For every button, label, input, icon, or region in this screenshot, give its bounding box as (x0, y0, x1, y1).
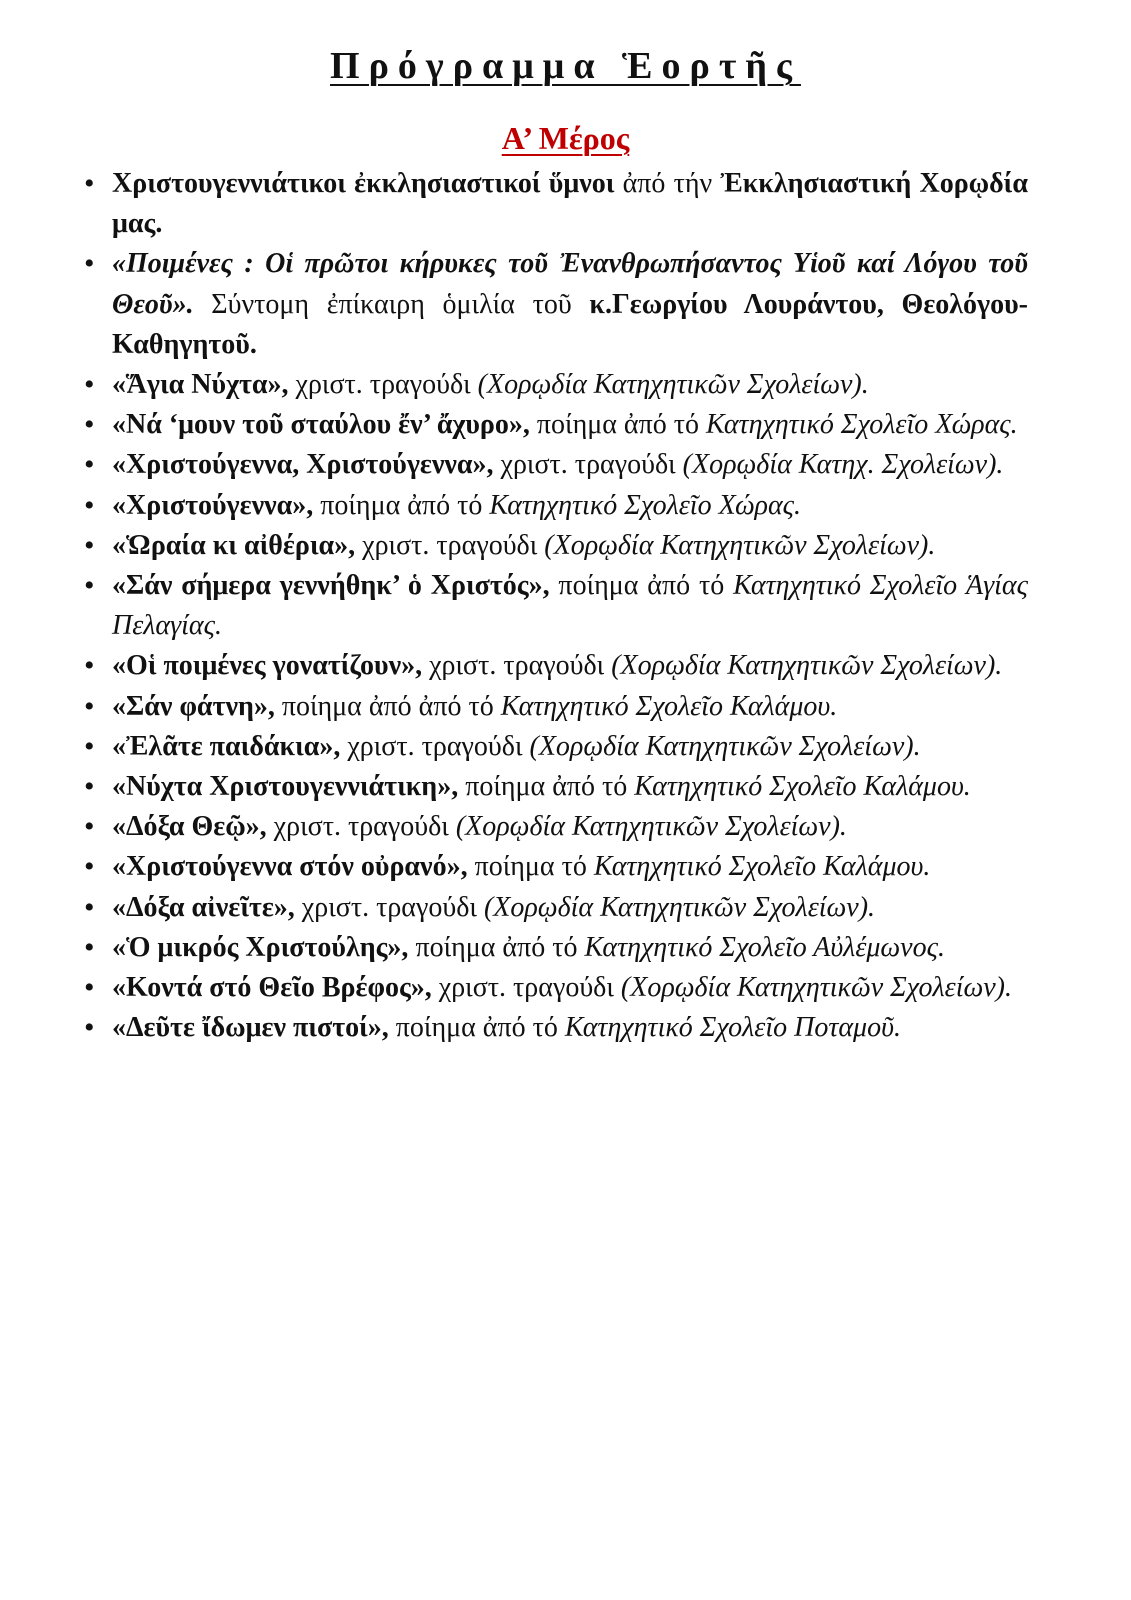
item-performer: (Χορῳδία Κατηχητικῶν Σχολείων). (477, 369, 869, 401)
program-item (112, 847, 1028, 887)
item-title: «Δόξα Θεῷ», (112, 811, 267, 843)
item-title: «Νά ‘μουν τοῦ σταύλου ἔν’ ἄχυρο», (112, 409, 530, 441)
program-item (112, 687, 1028, 727)
item-description: ποίημα ἀπό τό (458, 771, 635, 803)
item-description: ἀπό τήν (614, 168, 721, 199)
item-title: «Κοντά στό Θεῖο Βρέφος», (112, 972, 432, 1004)
bullet-icon (84, 244, 100, 284)
program-list (112, 164, 1028, 1048)
item-description: ποίημα ἀπό ἀπό τό (274, 690, 501, 722)
bullet-icon (84, 405, 100, 445)
program-item (112, 164, 1028, 244)
item-description: χριστ. τραγούδι (288, 369, 478, 401)
bullet-icon (84, 687, 100, 727)
program-item (112, 727, 1028, 767)
item-description: χριστ. τραγούδι (340, 730, 530, 762)
program-item (112, 405, 1028, 445)
item-description: χριστ. τραγούδι (294, 891, 484, 923)
item-performer: (Χορῳδία Κατηχητικῶν Σχολείων). (483, 891, 876, 923)
bullet-icon (84, 164, 100, 204)
item-title: «Σάν φάτνη», (112, 690, 275, 722)
program-item (112, 646, 1028, 686)
item-description: ποίημα ἀπό τό (408, 931, 585, 963)
bullet-icon (84, 968, 100, 1008)
item-title: «Χριστούγεννα, Χριστούγεννα», (112, 449, 494, 481)
item-performer: (Χορῳδία Κατηχ. Σχολείων). (682, 449, 1004, 481)
item-performer: Κατηχητικό Σχολεῖο Ποταμοῦ. (564, 1012, 901, 1044)
bullet-icon (84, 526, 100, 566)
program-item (112, 807, 1028, 847)
item-performer: Κατηχητικό Σχολεῖο Καλάμου. (593, 851, 931, 883)
item-title: «Σάν σήμερα γεννήθηκ’ ὁ Χριστός», (112, 570, 550, 602)
item-description: χριστ. τραγούδι (422, 650, 612, 682)
program-title: Πρόγραμμα Ἑορτῆς (330, 45, 801, 87)
bullet-icon (84, 727, 100, 767)
program-item (112, 566, 1028, 646)
item-description: χριστ. τραγούδι (266, 811, 456, 843)
bullet-icon (84, 445, 100, 485)
item-title: κ.Γεωργίου Λουράντου, Θεολόγου- Καθηγητοῦ. (112, 288, 1029, 360)
bullet-icon (84, 1008, 100, 1048)
item-title: «Ἅγια Νύχτα», (112, 369, 289, 401)
item-title: «Χριστούγεννα στόν οὐρανό», (112, 851, 468, 883)
item-description: ποίημα ἀπό τό (529, 409, 706, 441)
program-item (112, 928, 1028, 968)
item-description: ποίημα ἀπό τό (549, 570, 734, 602)
item-performer: Κατηχητικό Σχολεῖο Καλάμου. (634, 771, 971, 803)
item-title: «Ὁ μικρός Χριστούλης», (112, 931, 409, 963)
item-description: Σύντομη ἐπίκαιρη ὁμιλία τοῦ (193, 288, 590, 320)
bullet-icon (84, 486, 100, 526)
bullet-icon (84, 566, 100, 606)
item-title: «Ὡραία κι αἰθέρια», (112, 529, 356, 561)
item-performer: Κατηχητικό Σχολεῖο Χώρας. (489, 489, 802, 521)
program-item (112, 445, 1028, 485)
bullet-icon (84, 646, 100, 686)
bullet-icon (84, 807, 100, 847)
item-performer: (Χορῳδία Κατηχητικῶν Σχολείων). (544, 529, 936, 561)
item-description: χριστ. τραγούδι (431, 972, 621, 1004)
bullet-icon (84, 888, 100, 928)
item-performer: (Χορῳδία Κατηχητικῶν Σχολείων). (620, 972, 1012, 1004)
item-description: χριστ. τραγούδι (493, 449, 683, 481)
program-item (112, 526, 1028, 566)
bullet-icon (84, 847, 100, 887)
item-title: Ἐκκλησιαστική Χορῳδία μας. (112, 168, 1028, 240)
item-performer: (Χορῳδία Κατηχητικῶν Σχολείων). (611, 650, 1003, 682)
item-title: «Οἱ ποιμένες γονατίζουν», (112, 650, 423, 682)
bullet-icon (84, 365, 100, 405)
item-title: «Χριστούγεννα», (112, 489, 314, 521)
program-item (112, 888, 1028, 928)
item-description: ποίημα ἀπό τό (388, 1012, 565, 1044)
section-heading: Α’ Μέρος (501, 120, 630, 156)
program-item (112, 1008, 1028, 1048)
item-performer: Κατηχητικό Σχολεῖο Ἁγίας Πελαγίας. (112, 570, 1028, 642)
item-description: χριστ. τραγούδι (355, 529, 545, 561)
bullet-icon (84, 928, 100, 968)
program-item (112, 968, 1028, 1008)
item-performer: Κατηχητικό Σχολεῖο Χώρας. (705, 409, 1018, 441)
item-performer: (Χορῳδία Κατηχητικῶν Σχολείων). (529, 730, 921, 762)
item-title: Χριστουγεννιάτικοι ἐκκλησιαστικοί ὕμνοι (112, 168, 615, 199)
program-item (112, 767, 1028, 807)
item-title: «Ἐλᾶτε παιδάκια», (112, 730, 341, 762)
item-description: ποίημα ἀπό τό (313, 489, 490, 521)
item-performer: (Χορῳδία Κατηχητικῶν Σχολείων). (455, 811, 847, 843)
item-description: ποίημα τό (467, 851, 594, 883)
bullet-icon (84, 767, 100, 807)
item-title: «Δεῦτε ἴδωμεν πιστοί», (112, 1012, 389, 1044)
item-performer: Κατηχητικό Σχολεῖο Καλάμου. (500, 690, 838, 722)
item-title: «Νύχτα Χριστουγεννιάτικη», (112, 771, 459, 803)
program-item (112, 365, 1028, 405)
program-item (112, 486, 1028, 526)
item-title: «Δόξα αἰνεῖτε», (112, 891, 295, 923)
program-item (112, 244, 1028, 365)
item-performer: Κατηχητικό Σχολεῖο Αὐλέμωνος. (584, 931, 945, 963)
item-talk-title: «Ποιμένες : Οἱ πρῶτοι κήρυκες τοῦ Ἐνανθρωπήσαντος Υἱοῦ καί Λόγου τοῦ Θεοῦ». (112, 248, 1028, 320)
